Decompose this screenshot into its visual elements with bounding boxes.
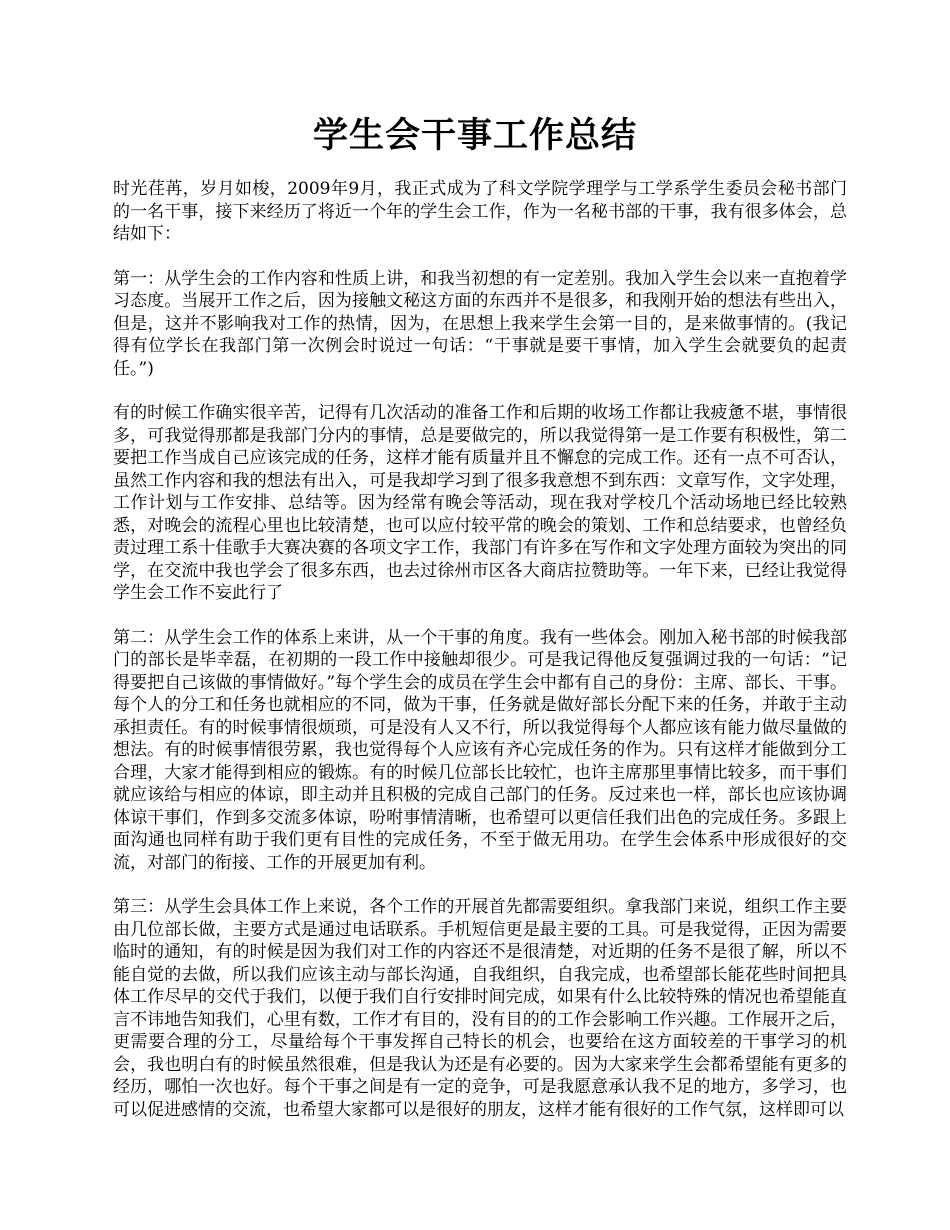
paragraph-point-three: 第三：从学生会具体工作上来说，各个工作的开展首先都需要组织。拿我部门来说，组织工作主要由几位部长做，主要方式是通过电话联系。手机短信更是最主要的工具。可是我觉得，正因为需要临时的通知，有的时候是因为我们对工作的内容还不是很清楚，对近期的任务不是很了解，所以不能自觉的去做，所以我们应该主动与部长沟通，自我组织，自我完成，也希望部长能花些时间把具体工作尽早的交代于我们，以便于我们自行安排时间完成，如果有什么比较特殊的情况也希望能直言不讳地告知我们，心里有数，工作才有目的，没有目的的工作会影响工作兴趣。工作展开之后，更需要合理的分工，尽量给每个干事发挥自己特长的机会，也要给在这方面较差的干事学习的机会，我也明白有的时候虽然很难，但是我认为还是有必要的。因为大家来学生会都希望能有更多的经历，哪怕一次也好。每个干事之间是有一定的竞争，可是我愿意承认我不足的地方，多学习，也可以促进感情的交流，也希望大家都可以是很好的朋友，这样才能有很好的工作气氛，这样即可以 — [113, 897, 847, 1120]
paragraph-hard-work: 有的时候工作确实很辛苦，记得有几次活动的准备工作和后期的收场工作都让我疲惫不堪，事情很多，可我觉得那都是我部门分内的事情，总是要做完的，所以我觉得第一是工作要有积极性，第二要把工作当成自己应该完成的任务，这样才能有质量并且不懈怠的完成工作。还有一点不可否认，虽然工作内容和我的想法有出入，可是我却学习到了很多我意想不到东西：文章写作，文字处理，工作计划与工作安排、总结等。因为经常有晚会等活动，现在我对学校几个活动场地已经比较熟悉，对晚会的流程心里也比较清楚，也可以应付较平常的晚会的策划、工作和总结要求，也曾经负责过理工系十佳歌手大赛决赛的各项文字工作，我部门有许多在写作和文字处理方面较为突出的同学，在交流中我也学会了很多东西，也去过徐州市区各大商店拉赞助等。一年下来，已经让我觉得学生会工作不妄此行了 — [113, 403, 847, 603]
paragraph-point-two: 第二：从学生会工作的体系上来讲，从一个干事的角度。我有一些体会。刚加入秘书部的时候我部门的部长是毕幸磊，在初期的一段工作中接触却很少。可是我记得他反复强调过我的一句话：“记得要把自己该做的事情做好。”每个学生会的成员在学生会中都有自己的身份：主席、部长、干事。每个人的分工和任务也就相应的不同，做为干事，任务就是做好部长分配下来的任务，并敢于主动承担责任。有的时候事情很烦琐，可是没有人又不行，所以我觉得每个人都应该有能力做尽量做的想法。有的时候事情很劳累，我也觉得每个人应该有齐心完成任务的作为。只有这样才能做到分工合理，大家才能得到相应的锻炼。有的时候几位部长比较忙，也许主席那里事情比较多，而干事们就应该给与相应的体谅，即主动并且积极的完成自己部门的任务。反过来也一样，部长也应该协调体谅干事们，作到多交流多体谅，吩咐事情清晰，也希望可以更信任我们出色的完成任务。多跟上面沟通也同样有助于我们更有目性的完成任务，不至于做无用功。在学生会体系中形成很好的交流，对部门的衔接、工作的开展更加有利。 — [113, 627, 847, 873]
document-body — [113, 178, 847, 1143]
document-title: 学生会干事工作总结 — [312, 115, 637, 156]
paragraph-intro: 时光荏苒，岁月如梭，2009年9月，我正式成为了科文学院学理学与工学系学生委员会秘书部门的一名干事，接下来经历了将近一个年的学生会工作，作为一名秘书部的干事，我有很多体会，总结如下： — [113, 179, 847, 244]
paragraph-point-one: 第一：从学生会的工作内容和性质上讲，和我当初想的有一定差别。我加入学生会以来一直抱着学习态度。当展开工作之后，因为接触文秘这方面的东西并不是很多，和我刚开始的想法有些出入，但是，这并不影响我对工作的热情，因为，在思想上我来学生会第一目的，是来做事情的。(我记得有位学长在我部门第一次例会时说过一句话：“干事就是要干事情，加入学生会就要负的起责任。”) — [113, 268, 847, 379]
